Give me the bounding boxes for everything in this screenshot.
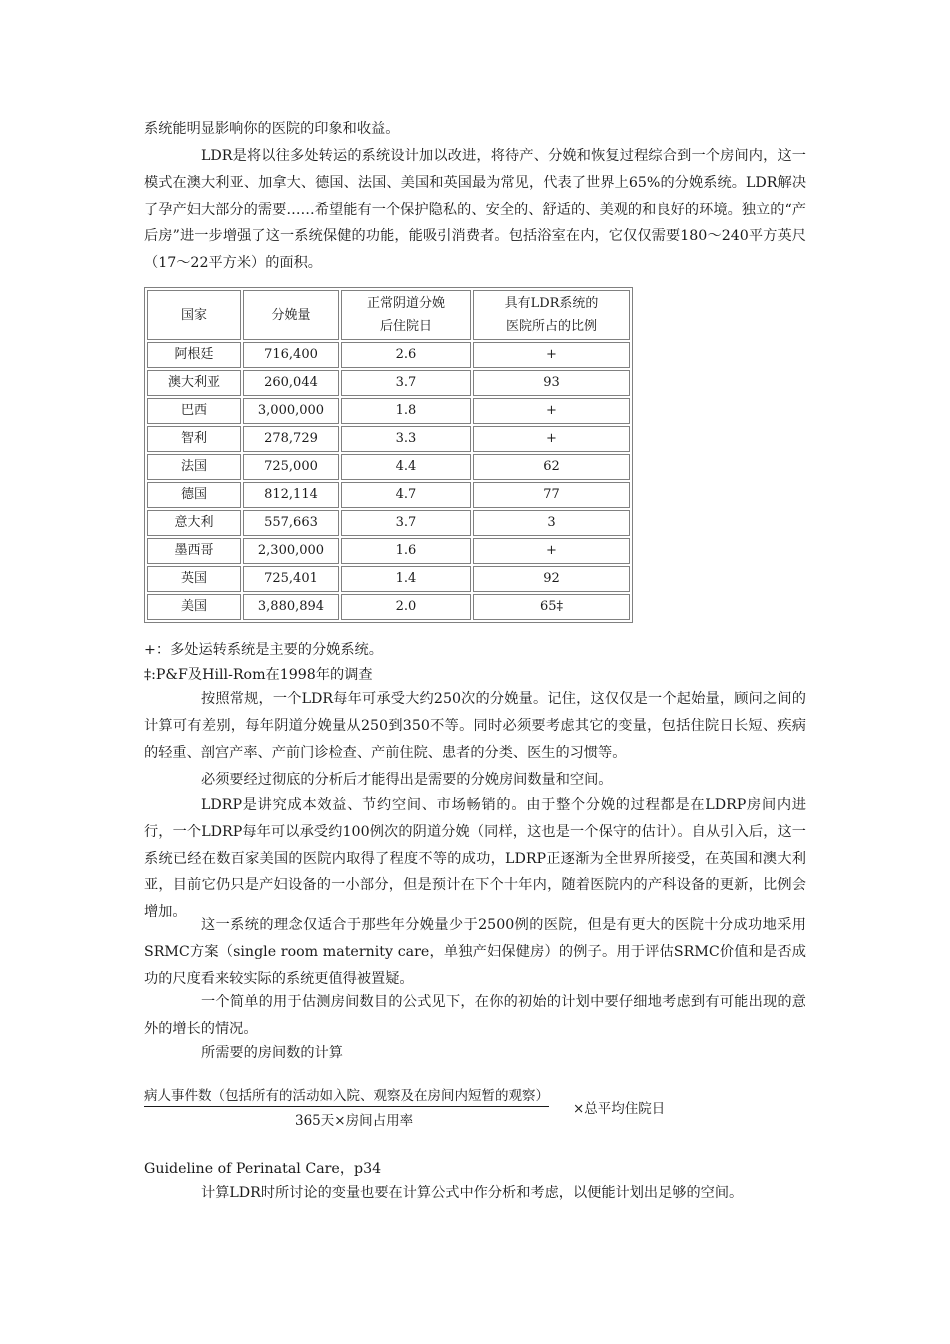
- table-row: [147, 426, 630, 452]
- table-row: [147, 538, 630, 564]
- cell-births: 716,400: [243, 342, 339, 368]
- cell-country: 德国: [147, 482, 241, 508]
- cell-ldr-percent: 3: [473, 510, 630, 536]
- cell-country: 智利: [147, 426, 241, 452]
- cell-country: 墨西哥: [147, 538, 241, 564]
- cell-country: 法国: [147, 454, 241, 480]
- header-ldr-percent: 具有LDR系统的 医院所占的比例: [473, 290, 630, 340]
- cell-births: 3,880,894: [243, 594, 339, 620]
- paragraph-ldrp: LDRP是讲究成本效益、节约空间、市场畅销的。由于整个分娩的过程都是在LDRP房间内进行，一个LDRP每年可以承受约100例次的阴道分娩（同样，这也是一个保守的估计）。自从引入后，这一系统已经在数百家美国的医院内取得了程度不等的成功，LDRP正逐渐为全世界所接受，在英国和澳大利亚，目前它仍只是产妇设备的一小部分，但是预计在下个十年内，随着医院内的产科设备的更新，比例会增加。: [144, 797, 806, 921]
- paragraph-analysis: 必须要经过彻底的分析后才能得出是需要的分娩房间数量和空间。: [201, 772, 613, 788]
- cell-ldr-percent: 92: [473, 566, 630, 592]
- reference-citation: Guideline of Perinatal Care，p34: [144, 1161, 382, 1177]
- table-row: [147, 510, 630, 536]
- cell-births: 725,000: [243, 454, 339, 480]
- table-row: [147, 566, 630, 592]
- cell-stay: 3.3: [341, 426, 471, 452]
- cell-ldr-percent: 93: [473, 370, 630, 396]
- formula-numerator: 病人事件数（包括所有的活动如入院、观察及在房间内短暂的观察）: [144, 1087, 549, 1107]
- paragraph-closing: 计算LDR时所讨论的变量也要在计算公式中作分析和考虑，以便能计划出足够的空间。: [201, 1185, 744, 1201]
- cell-births: 2,300,000: [243, 538, 339, 564]
- cell-ldr-percent: 62: [473, 454, 630, 480]
- cell-ldr-percent: 65‡: [473, 594, 630, 620]
- cell-ldr-percent: +: [473, 342, 630, 368]
- paragraph-formula-intro: 一个简单的用于估测房间数目的公式见下，在你的初始的计划中要仔细地考虑到有可能出现的意外的增长的情况。: [144, 994, 806, 1037]
- footnote-double-dagger: ‡:P&F及Hill-Rom在1998年的调查: [144, 667, 373, 683]
- cell-stay: 1.6: [341, 538, 471, 564]
- cell-births: 260,044: [243, 370, 339, 396]
- cell-births: 278,729: [243, 426, 339, 452]
- cell-ldr-percent: +: [473, 426, 630, 452]
- cell-country: 阿根廷: [147, 342, 241, 368]
- formula-denominator: 365天×房间占用率: [295, 1113, 414, 1129]
- cell-stay: 4.4: [341, 454, 471, 480]
- cell-stay: 3.7: [341, 370, 471, 396]
- table-header-row: [147, 290, 630, 340]
- header-stay: 正常阴道分娩 后住院日: [341, 290, 471, 340]
- cell-stay: 1.4: [341, 566, 471, 592]
- cell-stay: 3.7: [341, 510, 471, 536]
- table-row: [147, 398, 630, 424]
- cell-ldr-percent: +: [473, 398, 630, 424]
- header-births: 分娩量: [243, 290, 339, 340]
- cell-country: 巴西: [147, 398, 241, 424]
- paragraph-ldr: LDR是将以往多处转运的系统设计加以改进，将待产、分娩和恢复过程综合到一个房间内，这一模式在澳大利亚、加拿大、德国、法国、美国和英国最为常见，代表了世界上65%的分娩系统。LDR解决了孕产妇大部分的需要……希望能有一个保护隐私的、安全的、舒适的、美观的和良好的环境。独立的“产后房”进一步增强了这一系统保健的功能，能吸引消费者。包括浴室在内，它仅仅需要180～240平方英尺（17～22平方米）的面积。: [144, 148, 807, 272]
- cell-births: 812,114: [243, 482, 339, 508]
- cell-country: 美国: [147, 594, 241, 620]
- cell-country: 英国: [147, 566, 241, 592]
- table-row: [147, 594, 630, 620]
- paragraph-intro-end: 系统能明显影响你的医院的印象和收益。: [144, 121, 400, 137]
- cell-country: 澳大利亚: [147, 370, 241, 396]
- table-row: [147, 482, 630, 508]
- footnote-plus: +：多处运转系统是主要的分娩系统。: [144, 642, 383, 658]
- cell-births: 3,000,000: [243, 398, 339, 424]
- cell-births: 557,663: [243, 510, 339, 536]
- header-country: 国家: [147, 290, 241, 340]
- paragraph-ldr-volume: 按照常规，一个LDR每年可承受大约250次的分娩量。记住，这仅仅是一个起始量，顾问之间的计算可有差别，每年阴道分娩量从250到350不等。同时必须要考虑其它的变量，包括住院日长短、疾病的轻重、剖宫产率、产前门诊检查、产前住院、患者的分类、医生的习惯等。: [144, 691, 806, 761]
- section-heading-room-calc: 所需要的房间数的计算: [201, 1045, 343, 1061]
- cell-births: 725,401: [243, 566, 339, 592]
- formula-multiplier: ×总平均住院日: [573, 1101, 666, 1117]
- paragraph-srmc: 这一系统的理念仅适合于那些年分娩量少于2500例的医院，但是有更大的医院十分成功地采用SRMC方案（single room maternity care，单独产妇保健房）的例子。用于评估SRMC价值和是否成功的尺度看来较实际的系统更值得被置疑。: [144, 917, 806, 987]
- table-row: [147, 454, 630, 480]
- cell-stay: 2.0: [341, 594, 471, 620]
- cell-ldr-percent: 77: [473, 482, 630, 508]
- cell-stay: 2.6: [341, 342, 471, 368]
- cell-stay: 1.8: [341, 398, 471, 424]
- cell-country: 意大利: [147, 510, 241, 536]
- table-row: [147, 342, 630, 368]
- cell-ldr-percent: +: [473, 538, 630, 564]
- table-row: [147, 370, 630, 396]
- cell-stay: 4.7: [341, 482, 471, 508]
- country-table: [144, 287, 633, 623]
